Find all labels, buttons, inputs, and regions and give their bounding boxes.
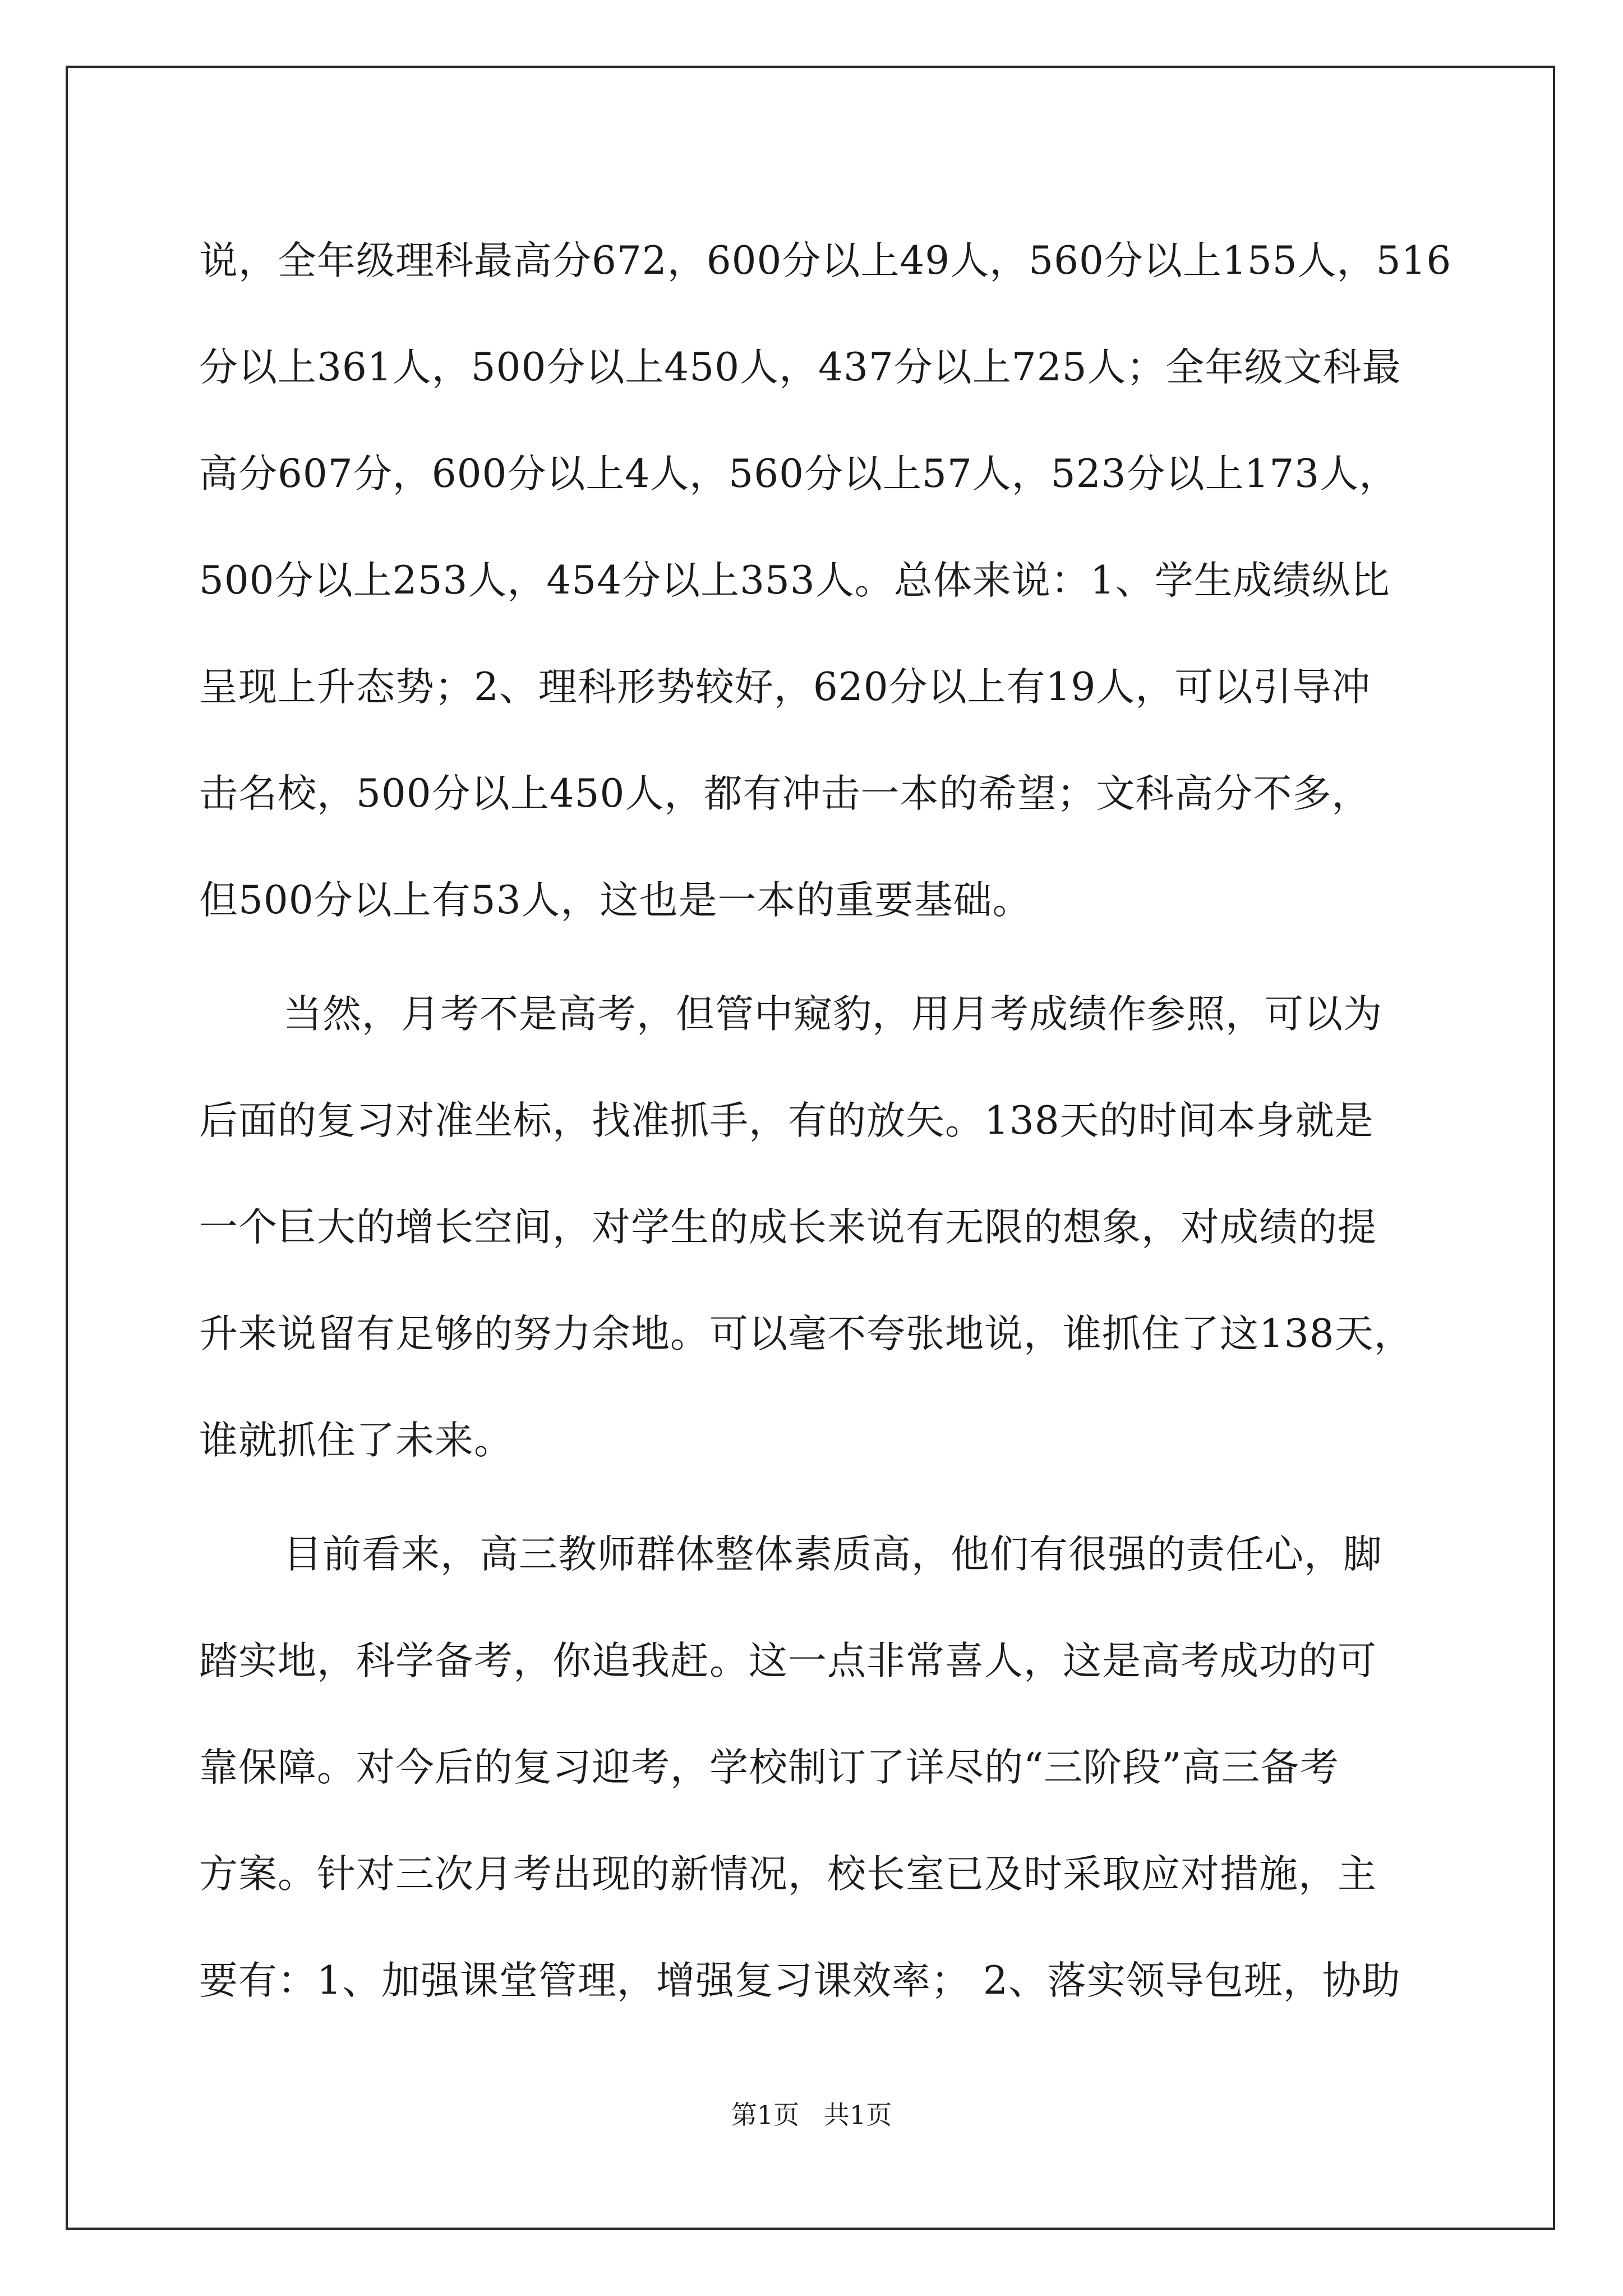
page-number-footer: 第1页 共1页 (731, 2100, 892, 2130)
text-line: 方案。针对三次月考出现的新情况，校长室已及时采取应对措施，主 (199, 1852, 1377, 1897)
text-line: 靠保障。对今后的复习迎考，学校制订了详尽的“三阶段”高三备考 (199, 1745, 1339, 1790)
text-line: 一个巨大的增长空间，对学生的成长来说有无限的想象，对成绩的提 (199, 1205, 1377, 1250)
document-body (199, 208, 1452, 2034)
text-line: 谁就抓住了未来。 (199, 1418, 513, 1463)
text-line: 但500分以上有53人，这也是一本的重要基础。 (199, 878, 1032, 923)
text-line: 击名校，500分以上450人，都有冲击一本的希望；文科高分不多， (199, 771, 1371, 816)
paragraph-start-line: 当然，月考不是高考，但管中窥豹，用月考成绩作参照，可以为 (283, 992, 1382, 1037)
text-line: 后面的复习对准坐标，找准抓手，有的放矢。138天的时间本身就是 (199, 1098, 1374, 1143)
text-line: 升来说留有足够的努力余地。可以毫不夸张地说，谁抓住了这138天， (199, 1312, 1413, 1356)
text-line: 呈现上升态势；2、理科形势较好，620分以上有19人，可以引导冲 (199, 665, 1371, 710)
text-line: 分以上361人，500分以上450人，437分以上725人；全年级文科最 (199, 345, 1401, 390)
text-line: 踏实地，科学备考，你追我赶。这一点非常喜人，这是高考成功的可 (199, 1639, 1377, 1683)
paragraph-start-line: 目前看来，高三教师群体整体素质高，他们有很强的责任心，脚 (283, 1532, 1382, 1577)
text-line: 500分以上253人，454分以上353人。总体来说：1、学生成绩纵比 (199, 558, 1390, 603)
text-line: 要有：1、加强课堂管理，增强复习课效率； 2、落实领导包班，协助 (199, 1958, 1401, 2003)
text-line: 高分607分，600分以上4人，560分以上57人，523分以上173人， (199, 452, 1399, 496)
text-line: 说，全年级理科最高分672，600分以上49人，560分以上155人，516 (199, 238, 1452, 283)
